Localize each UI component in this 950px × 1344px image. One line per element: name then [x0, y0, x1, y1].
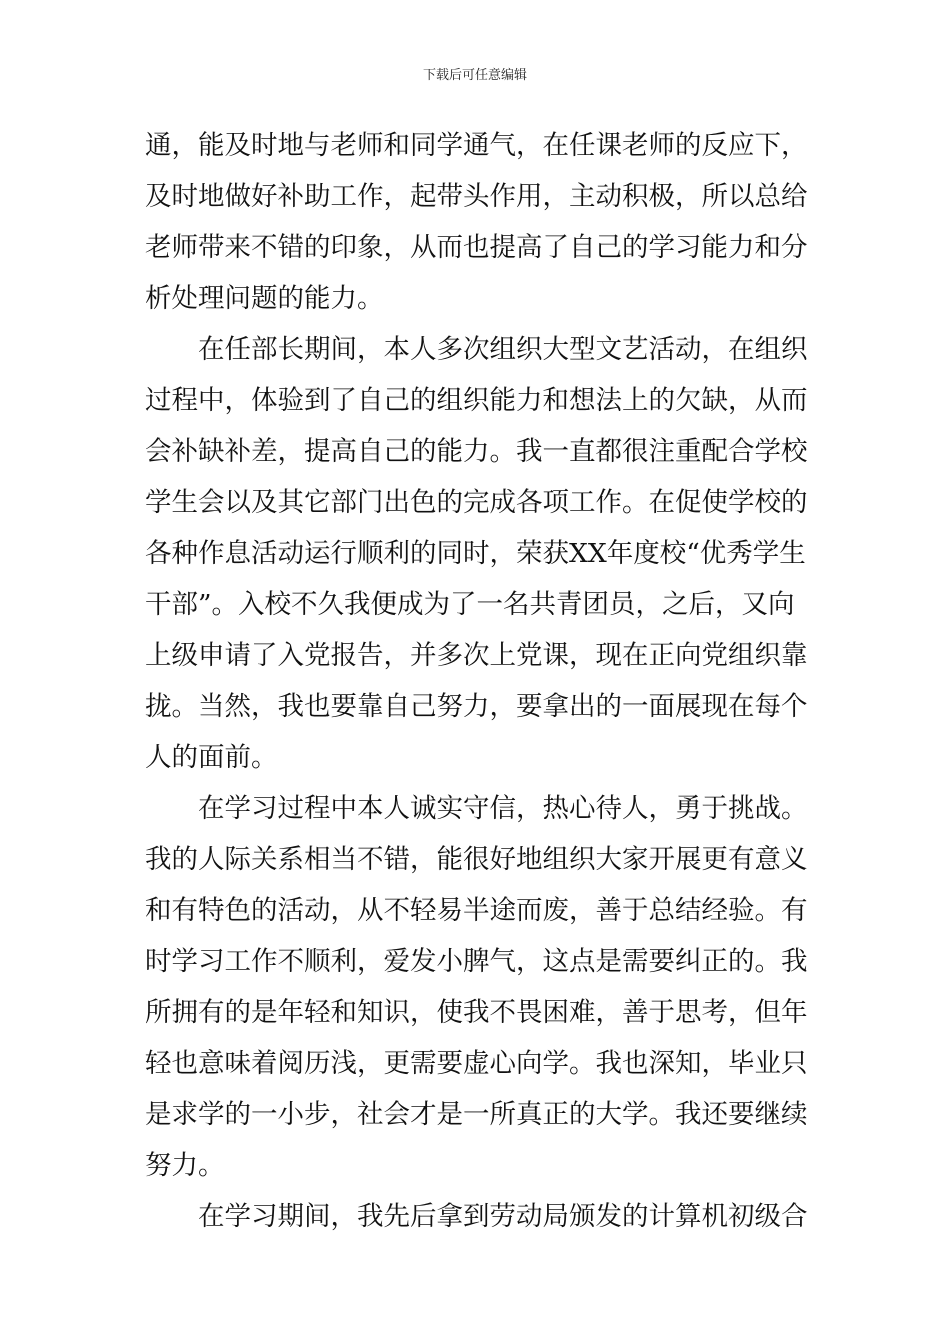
- text-line: 通，能及时地与老师和同学通气，在任课老师的反应下，: [145, 130, 807, 161]
- text-line: 时学习工作不顺利，爱发小脾气，这点是需要纠正的。我: [145, 946, 807, 977]
- text-line: 在学习期间，我先后拿到劳动局颁发的计算机初级合: [198, 1201, 807, 1232]
- paragraph: [145, 120, 807, 324]
- text-line: 上级申请了入党报告，并多次上党课，现在正向党组织靠: [145, 640, 807, 671]
- paragraph: [145, 1191, 807, 1242]
- text-line: 努力。: [145, 1150, 225, 1181]
- page-header-note: 下载后可任意编辑: [422, 68, 527, 83]
- text-line: 老师带来不错的印象，从而也提高了自己的学习能力和分: [145, 232, 807, 263]
- text-line: 过程中，体验到了自己的组织能力和想法上的欠缺，从而: [145, 385, 807, 416]
- text-line: 是求学的一小步，社会才是一所真正的大学。我还要继续: [145, 1099, 807, 1130]
- text-line: 在学习过程中本人诚实守信，热心待人，勇于挑战。: [198, 793, 807, 824]
- document-body: [145, 120, 807, 1242]
- text-line: 和有特色的活动，从不轻易半途而废，善于总结经验。有: [145, 895, 807, 926]
- text-line: 学生会以及其它部门出色的完成各项工作。在促使学校的: [145, 487, 807, 518]
- text-line: 我的人际关系相当不错，能很好地组织大家开展更有意义: [145, 844, 807, 875]
- paragraph: [145, 324, 807, 783]
- text-line: 干部”。入校不久我便成为了一名共青团员，之后，又向: [145, 589, 795, 620]
- text-line: 各种作息活动运行顺利的同时，荣获XX年度校“优秀学生: [145, 538, 806, 569]
- text-line: 轻也意味着阅历浅，更需要虚心向学。我也深知，毕业只: [145, 1048, 807, 1079]
- text-line: 析处理问题的能力。: [145, 283, 384, 314]
- text-line: 所拥有的是年轻和知识，使我不畏困难，善于思考，但年: [145, 997, 807, 1028]
- text-line: 及时地做好补助工作，起带头作用，主动积极，所以总给: [145, 181, 807, 212]
- text-line: 在任部长期间，本人多次组织大型文艺活动，在组织: [198, 334, 807, 365]
- text-line: 会补缺补差，提高自己的能力。我一直都很注重配合学校: [145, 436, 807, 467]
- paragraph: [145, 783, 807, 1191]
- text-line: 人的面前。: [145, 742, 278, 773]
- text-line: 拢。当然，我也要靠自己努力，要拿出的一面展现在每个: [145, 691, 807, 722]
